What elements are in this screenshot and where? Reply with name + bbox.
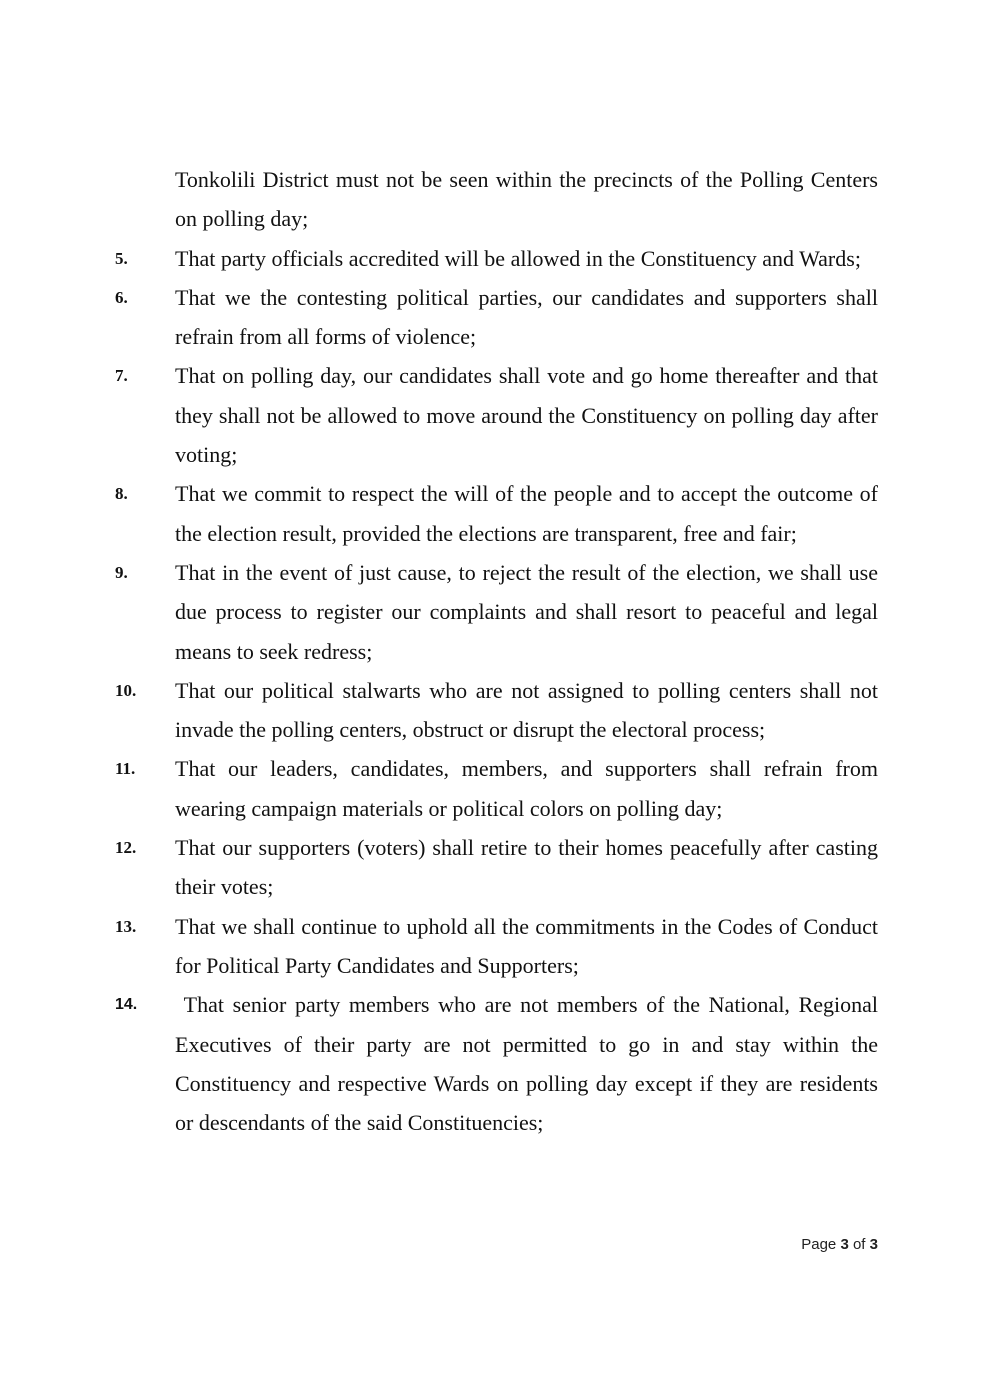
item-number: 8. (115, 484, 128, 504)
item-text: That our leaders, candidates, members, and supporters shall refrain from wearing campaign materials or political colors on polling day; (175, 756, 878, 821)
item-text: That we the contesting political parties, our candidates and supporters shall refrain from all forms of violence; (175, 284, 878, 350)
item-text: That in the event of just cause, to reject the result of the election, we shall use due process to register our complaints and shall resort to peaceful and legal means to seek redress; (175, 559, 878, 664)
continuation-paragraph (115, 160, 878, 239)
item-number: 7. (115, 366, 128, 386)
item-text: That party officials accredited will be allowed in the Constituency and Wards; (175, 245, 861, 271)
document-body (115, 160, 884, 1142)
paragraph-text: Tonkolili District must not be seen within the precincts of the Polling Centers on polling day; (175, 167, 878, 232)
current-page-number: 3 (840, 1236, 849, 1253)
item-number: 6. (115, 287, 128, 307)
of-label: of (852, 1236, 866, 1253)
total-pages-number: 3 (869, 1236, 878, 1253)
item-text: That we commit to respect the will of the people and to accept the outcome of the election result, provided the elections are transparent, free and fair; (175, 481, 878, 546)
item-number: 11. (115, 759, 136, 779)
list-item (115, 474, 878, 553)
list-item (115, 356, 878, 474)
item-number: 10. (115, 680, 137, 700)
item-text: That our supporters (voters) shall retire to their homes peacefully after casting their votes; (175, 835, 878, 900)
list-item (115, 907, 878, 986)
item-text: That senior party members who are not members of the National, Regional Executives of their party are not permitted to go in and stay within the Constituency and respective Wards on polling day except if they are residents or descendants of the said Constituencies; (175, 992, 884, 1136)
item-number: 12. (115, 838, 137, 858)
item-number: 5. (115, 248, 128, 268)
list-item (115, 239, 878, 278)
item-text: That on polling day, our candidates shall vote and go home thereafter and that they shall not be allowed to move around the Constituency on polling day after voting; (175, 363, 878, 468)
item-text: That our political stalwarts who are not assigned to polling centers shall not invade the polling centers, obstruct or disrupt the electoral process; (175, 677, 878, 743)
list-item (115, 985, 884, 1142)
list-item (115, 749, 878, 828)
item-number: 14. (115, 996, 138, 1014)
page-footer (801, 1236, 878, 1253)
item-text: That we shall continue to uphold all the commitments in the Codes of Conduct for Political Party Candidates and Supporters; (175, 913, 878, 978)
item-number: 13. (115, 916, 137, 936)
list-item (115, 553, 878, 671)
item-number: 9. (115, 562, 128, 582)
page-label: Page (801, 1236, 837, 1253)
list-item (115, 671, 878, 750)
list-item (115, 828, 878, 907)
list-item (115, 278, 878, 357)
